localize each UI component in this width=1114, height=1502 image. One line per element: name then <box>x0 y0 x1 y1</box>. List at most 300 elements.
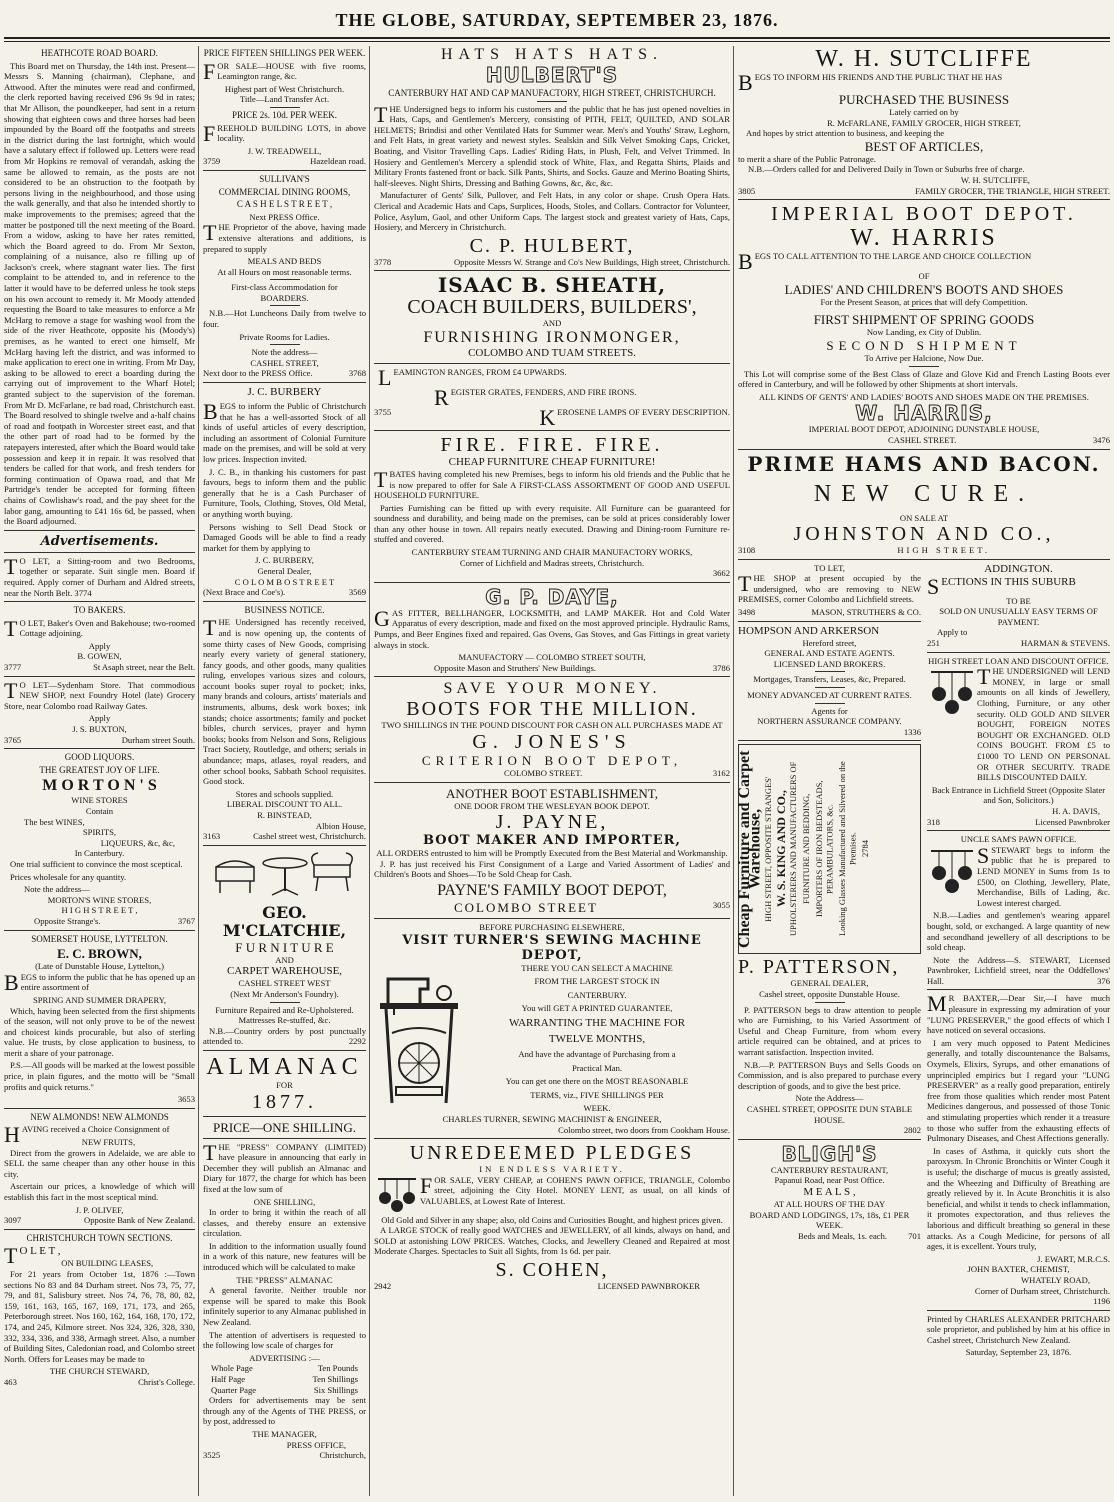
at-all-hours: At all Hours on most reasonable terms. <box>217 266 352 277</box>
price-shillings: PRICE FIFTEEN SHILLINGS PER WEEK. <box>203 48 366 58</box>
pawnbroker-balls-icon <box>927 666 977 728</box>
divider <box>374 1138 730 1139</box>
jones-footer: COLOMBO STREET. 3162 <box>504 768 730 778</box>
baxter-num: 1196 <box>1093 1296 1110 1307</box>
apply-to: Apply to <box>937 627 968 638</box>
turner-line: You can get one there on the MOST REASONABLE <box>505 1076 689 1087</box>
left-sub-column <box>738 563 921 1358</box>
title-land: Title—Land Transfer Act. <box>239 94 330 105</box>
large-stock: A LARGE STOCK of really good WATCHES and JEWELLERY, of all kinds, always on hand, and SOLD at astonishing LOW PRICES. Watches, Clocks, and Jewellery Cleaned and Repaired at most Moderate Charges. Spectacles to Suit all Sights, from 1s 6d. per pair. <box>374 1225 730 1257</box>
binstead-body: THE Undersigned has recently received, and is now opening up, the contents of some thirty cases of New Goods, comprising nearly every variety of general stationery, fancy goods, and other goods, many qualities ruling, envelopes various sizes and colours, account books super royal to pocket; inks, many brands and colours, artists' materials and instruments, albums, desk work boxes; ink stands; choice assortments; family and pocket bibles, church services, prayer and hymn books; books from Nelson and Sons, Religious Tract Society, Routledge, and others; serials in abundance; maps, atlases, royal readers, and other school books, Sabbath School requisites. Good stock. <box>203 615 366 787</box>
short-rule <box>270 344 300 345</box>
shop-body: THE SHOP at present occupied by the undersigned, who are removing to NEW PREMISES, corner Colombo and Lichfield streets. <box>738 571 921 605</box>
and: AND <box>275 954 294 965</box>
divider <box>374 363 730 364</box>
hats-title: HATS HATS HATS. <box>440 46 664 63</box>
short-rule <box>909 309 939 310</box>
order-body: In order to bring it within the reach of all classes, and thereby ensure an extensive circulation. <box>203 1207 366 1239</box>
isaac-sheath: ISAAC B. SHEATH, <box>437 273 667 298</box>
patterson-num: 2802 <box>903 1125 921 1136</box>
addition-body: In addition to the information usually found in a work of this nature, new features will be introduced which will be calculated to make <box>203 1240 366 1273</box>
leamington: LEAMINGTON RANGES, FROM £4 UPWARDS. <box>378 364 567 390</box>
private-rooms: Private Rooms for Ladies. <box>239 331 330 342</box>
g-jones: G. JONES'S <box>472 731 632 753</box>
split-section <box>738 563 1110 1358</box>
divider <box>203 1116 366 1117</box>
divider <box>4 530 195 531</box>
column-divider <box>198 46 199 1496</box>
sections-body: SECTIONS IN THIS SUBURB <box>927 573 1076 599</box>
cashel-street: C A S H E L S T R E E T , <box>236 199 333 210</box>
binstead-name: R. BINSTEAD, <box>257 810 312 820</box>
lot-body: This Lot will comprise some of the Best Class of Glaze and Glove Kid and French Lasting Boots ever offered in Canterbury, and will be followed by other Shipments at short intervals. <box>738 368 1110 390</box>
criterion: CRITERION BOOT DEPOT, <box>421 753 683 768</box>
liquors-subtitle: THE GREATEST JOY OF LIFE. <box>39 764 160 775</box>
uncle-sams: UNCLE SAM'S PAWN OFFICE. <box>960 834 1077 845</box>
highest-part: Highest part of West Christchurch. <box>224 83 345 94</box>
cohen-body: FOR SALE, VERY CHEAP, at COHEN'S PAWN OFFICE, TRIANGLE, Colombo street, adjoining the City Hotel. MONEY LENT, as usual, on all kinds of VALUABLES, at Lowest Rate of Interest. <box>420 1172 730 1206</box>
short-rule <box>270 107 300 108</box>
turner-block <box>374 963 730 1114</box>
albion-house: Albion House, <box>315 820 366 831</box>
short-rule <box>815 1002 845 1003</box>
advertisements-heading: Advertisements. <box>40 533 159 549</box>
coach-builders: COACH BUILDERS, BUILDERS', <box>407 296 697 319</box>
divider <box>374 270 730 271</box>
rate-row: Half Page Ten Shillings <box>211 1374 358 1384</box>
divider <box>4 601 195 602</box>
hulberts-sub: CANTERBURY HAT AND CAP MANUFACTORY, HIGH STREET, CHRISTCHURCH. <box>388 88 716 98</box>
liberal-discount: LIBERAL DISCOUNT TO ALL. <box>226 799 343 810</box>
church-footer: 463 Christ's College. <box>4 1376 195 1387</box>
ec-brown-num: 3653 <box>177 1094 195 1105</box>
pawnbroker-balls-icon <box>374 1175 420 1215</box>
column-1 <box>4 46 195 1496</box>
baxter-name: JOHN BAXTER, CHEMIST, <box>967 1264 1070 1275</box>
nb-country: N.B.—Country orders by post punctually attended to. 2292 <box>203 1025 366 1047</box>
almonds-body3: Ascertain our prices, a knowledge of which will establish this fact in the most sceptical mind. <box>4 1181 195 1202</box>
almonds-title: NEW ALMONDS! NEW ALMONDS <box>30 1111 169 1122</box>
cashel-street2: CASHEL STREET, <box>250 357 319 368</box>
mcfarlane: R. McFARLANE, FAMILY GROCER, HIGH STREET, <box>827 117 1021 128</box>
best-articles: BEST OF ARTICLES, <box>864 138 984 154</box>
kerosene-row: 3755 KEROSENE LAMPS OF EVERY DESCRIPTION. <box>374 404 730 430</box>
church-steward: THE CHURCH STEWARD, <box>49 1366 150 1377</box>
meals-beds: MEALS AND BEDS <box>247 256 322 267</box>
paynes-family: PAYNE'S FAMILY BOOT DEPOT, <box>437 881 667 899</box>
divider <box>203 845 366 846</box>
gp-daye: G. P. DAYE, <box>485 584 619 609</box>
prices-wholesale: Prices wholesale for any quantity. <box>10 871 127 882</box>
cohen-block <box>374 1172 730 1215</box>
ec-brown-body1: BEGS to inform the public that he has opened up an entire assortment of <box>4 969 195 995</box>
furnishing-ironmonger: FURNISHING IRONMONGER, <box>423 328 681 346</box>
bakers-title: TO BAKERS. <box>73 605 126 616</box>
divider <box>4 1108 195 1109</box>
note-stewart: Note the Address—S. STEWART, Licensed Pawnbroker, Lichfield street, near the Oddfellows' Hall. 376 <box>927 954 1110 986</box>
divider <box>374 430 730 431</box>
one-door: ONE DOOR FROM THE WESLEYAN BOOK DEPOT. <box>454 800 650 811</box>
divider <box>927 830 1110 831</box>
turner-lines <box>464 963 730 1114</box>
nb-ladies: N.B.—Ladies and gentlemen's wearing apparel bought, sold, or exchanged. A large quantity of new and secondhand jewellery of all descriptions to be sold cheap. <box>927 910 1110 953</box>
two-shillings: TWO SHILLINGS IN THE POUND DISCOUNT FOR CASH ON ALL PURCHASES MADE AT <box>381 720 723 731</box>
merit: to merit a share of the Public Patronage. <box>738 153 876 164</box>
bakers-body: T O LET, Baker's Oven and Bakehouse; two-roomed Cottage adjoining. <box>4 615 195 641</box>
colombo-tuam: COLOMBO AND TUAM STREETS. <box>468 346 636 359</box>
the-manager: THE MANAGER, <box>252 1428 317 1439</box>
divider <box>4 748 195 749</box>
divider <box>738 199 1110 200</box>
note-address: Note the address— <box>24 884 90 895</box>
all-kinds: ALL KINDS OF GENTS' AND LADIES' BOOTS AND SHOES MADE ON THE PREMISES. <box>759 391 1089 402</box>
papanui: Papanui Road, near Post Office. <box>774 1175 885 1186</box>
divider <box>927 652 1110 653</box>
furniture-illustration <box>210 849 360 901</box>
stewart-body: SSTEWART begs to inform the public that he is prepared to LEND MONEY in Sums from 1s to £500, on Clothing, Jewellery, Plate, Merchandise, Bills of Lading, &c. Lowest interest charged. <box>977 842 1110 908</box>
note-address: Note the address— <box>251 347 318 358</box>
corner-lichfield: Corner of Lichfield and Madras streets, Christchurch. <box>459 557 645 568</box>
burbery-body1: BEGS to inform the Public of Christchurch that he has a well-assorted Stock of all kinds of useful articles of every description, including an assortment of Colonial Furniture made on the premises, and will be sold at very low prices. Inspection invited. <box>203 399 366 464</box>
next-press: Next PRESS Office. <box>249 211 320 222</box>
bates-body2: Parties Furnishing can be fitted up with every requisite. All Furniture can be guaranteed for soundness and durability, and being made on the premises, can be sold at prices considerably lower than any other house in town. All repairs neatly executed. Drawing and Dining-room Furniture re-stuffed and covered. <box>374 502 730 545</box>
divider <box>4 930 195 931</box>
blighs-footer: Beds and Meals, 1s. each. 701 <box>798 1230 921 1241</box>
sydenham-apply: Apply <box>88 713 111 724</box>
all-orders: ALL ORDERS entrusted to him will be Promptly Executed from the Best Material and Workmanship. <box>376 848 728 859</box>
price-2s: PRICE 2s. 10d. PER WEEK. <box>231 109 338 120</box>
stores-schools: Stores and schools supplied. <box>235 788 334 799</box>
sydenham-footer: 3765 Durham street South. <box>4 734 195 745</box>
king-line: Looking Glasses Manufactured and Silvered on the Premises. <box>836 762 858 937</box>
now-landing: Now Landing, ex City of Dublin. <box>866 327 982 338</box>
sewing-machine-illustration <box>374 963 464 1113</box>
present-season: For the Present Season, at prices that will defy Competition. <box>820 296 1028 307</box>
harman-footer: 251 HARMAN & STEVENS. <box>927 638 1110 649</box>
king-line: 2784 <box>859 840 870 858</box>
fire-heading: FIRE. FIRE. FIRE. <box>440 433 664 456</box>
endless-variety: IN ENDLESS VARIETY. <box>479 1164 625 1175</box>
king-line: HIGH STREET, OPPOSITE STRANGES' <box>763 776 774 923</box>
addington: ADDINGTON. <box>984 562 1053 575</box>
turner-line: CANTERBURY. <box>567 989 627 1000</box>
high-street: H I G H S T R E E T , <box>61 905 138 916</box>
rate-row: Whole Page Ten Pounds <box>211 1363 358 1374</box>
burbery-body2: J. C. B., in thanking his customers for past favours, begs to inform them and the public generally that he is a Cash Purchaser of Furniture, Tools, Clothing, Stoves, Old Metal, or anything worth buying. <box>203 466 366 519</box>
sullivans: SULLIVAN'S <box>259 173 310 184</box>
divider <box>374 582 730 583</box>
short-rule <box>815 703 845 704</box>
johnston-footer: 3108 HIGH STREET. <box>738 545 990 556</box>
divider <box>738 449 1110 450</box>
turner-line: THERE YOU CAN SELECT A MACHINE <box>521 962 673 973</box>
short-rule <box>270 1002 300 1003</box>
s-cohen: S. COHEN, <box>495 1259 609 1282</box>
king-line: IMPORTERS OF IRON BEDSTEADS, PERAMBULATORS, &c. <box>813 781 835 918</box>
wine-stores: WINE STORES <box>71 795 128 806</box>
patterson-body: P. PATTERSON begs to draw attention to people who are Furnishing, to his Varied Assortment of Useful and Cheap Furniture, from whom every article required can be obtained, and at prices to warrant satisfaction. Inspection invited. <box>738 1004 921 1057</box>
mortgages: Mortgages, Transfers, Leases, &c, Prepared. <box>753 674 906 685</box>
note-the-address: Note the Address— <box>795 1093 864 1104</box>
divider <box>927 989 1110 990</box>
masthead: THE GLOBE, SATURDAY, SEPTEMBER 23, 1876. <box>335 10 779 30</box>
daye-body: GAS FITTER, BELLHANGER, LOCKSMITH, and LAMP MAKER. Hot and Cold Water Apparatus of every description, made and fixed on the most approved principle. Hydraulic Rams, Pumps, and Beer Engines fixed and repaired. Gas Ovens, Gas Stoves, and Gas Fittings in great variety always in stock. <box>374 605 730 650</box>
contain: Contain <box>85 806 114 816</box>
turner-line: WEEK. <box>583 1103 611 1114</box>
first-class: First-class Accommodation for <box>231 282 338 293</box>
divider <box>4 676 195 677</box>
payne-footer: COLOMBO STREET 3055 <box>454 899 730 915</box>
divider <box>738 1139 921 1140</box>
short-rule <box>909 366 939 367</box>
column-4 <box>738 46 1110 1496</box>
orders-body: Orders for advertisements may be sent through any of the Agents of THE PRESS, or by post, addressed to <box>203 1395 366 1427</box>
divider <box>374 782 730 783</box>
turner-line: You will GET A PRINTED GUARANTEE, <box>521 1003 673 1014</box>
divider <box>738 559 1110 560</box>
daye-footer: Opposite Mason and Struthers' New Buildings. 3786 <box>434 662 730 673</box>
nb-orders: N.B.—Orders called for and Delivered Daily in Town or Suburbs free of charge. <box>748 164 1025 175</box>
tolet-spaced: T O L E T , <box>4 1243 61 1269</box>
hulberts-body: THE Undersigned begs to inform his customers and the public that he has just opened novelties in Hats, Caps, and Gentlemen's Mercery, consisting of PITH, FELT, QUILTED, AND SOLAR HELMETS; Brindisi and other Ventilated Hats for Summer wear. Men's and Youths' Straw, Leghorn, and Felt Hats, in great variety and newest styles. Sealskin and Silk Velvet Smoking Caps, Cricket, Boating, and Visitor Travelling Caps. Ladies' Riding Hats, in Plush, Felt, and Velvet Trimmed. In Hosiery and Gentlemen's Mercery a splendid stock of White, Flax, and Regatta Shirts, Plaids and Military Fronts fastened front or back. Silk Pants, Shirts, and Socks. Gauze and Merino Boating Shirts, half-sleeves. Night Shirts, Dressing and Bathing Gowns, &c, &c, &c. <box>374 101 730 188</box>
town-sections-title: CHRISTCHURCH TOWN SECTIONS. <box>26 1232 173 1243</box>
column-2 <box>203 46 366 1496</box>
and: AND <box>542 318 562 329</box>
loan-block <box>927 666 1110 785</box>
charles-turner: CHARLES TURNER, SEWING MACHINIST & ENGINEER, <box>442 1113 662 1124</box>
right-sub-column <box>927 563 1110 1358</box>
business-notice: BUSINESS NOTICE. <box>244 604 325 615</box>
almanac-heading: ALMANAC <box>206 1053 363 1080</box>
baxter-body2: I am very much opposed to Patent Medicines generally, and totally discountenance the Balsams, Oxymels, Elixirs, Syrups, and other emanations of unprincipled empirics but I regard your "LUNG PRESERVER" as a really good preparation, entirely free from those qualities which render most Patent Medicines dangerous, and possessed of those Tonic and stimulating properties which render it a treasure to those who suffer from the exhausting effects of Pulmonary Diseases, and Chest Affections generally. <box>927 1037 1110 1144</box>
attention-body: The attention of advertisers is requested to the following low scale of charges for <box>203 1329 366 1351</box>
almonds-body1: HAVING received a Choice Consignment of <box>4 1122 170 1148</box>
treadwell: J. W. TREADWELL, <box>247 145 322 156</box>
short-rule <box>270 305 300 306</box>
divider <box>203 601 366 602</box>
turner-line: TERMS, viz., FIVE SHILLINGS PER <box>530 1089 664 1100</box>
burbery-name: J. C. BURBERY, <box>255 555 314 566</box>
divider <box>203 1138 366 1139</box>
canterbury-restaurant: CANTERBURY RESTAURANT, <box>770 1164 889 1175</box>
new-fruits: NEW FRUITS, <box>81 1137 136 1148</box>
pawnbroker-balls-icon <box>927 845 977 907</box>
sullivans-footer: Next door to the PRESS Office. 3768 <box>203 368 366 379</box>
short-rule <box>270 279 300 280</box>
rate-row: Quarter Page Six Shillings <box>211 1384 358 1395</box>
cohen-footer: 2942 LICENSED PAWNBROKER <box>374 1281 700 1292</box>
press-company-body: THE "PRESS" COMPANY (LIMITED) have pleasure in announcing that early in December they will publish an Almanac and Diary for 1877, the charge for which has been fixed at the low sum of <box>203 1139 366 1194</box>
turner-addr: Colombo street, two doors from Cookham House. <box>558 1124 730 1135</box>
old-gold: Old Gold and Silver in any shape; also, old Coins and Curiosities Bought, and highest prices given. <box>381 1214 723 1225</box>
bakers-name: B. GOWEN, <box>77 651 122 662</box>
next-anderson: (Next Mr Anderson's Foundry). <box>230 988 339 999</box>
divider <box>374 918 730 919</box>
hulberts-heading: HULBERT'S <box>485 63 619 87</box>
hereford: Hereford street, <box>802 637 857 648</box>
purchased-business: PURCHASED THE BUSINESS <box>838 92 1010 107</box>
divider <box>738 621 921 622</box>
king-line: FURNITURE AND BEDDING, <box>800 794 811 905</box>
johnston: JOHNSTON AND CO., <box>793 523 1055 546</box>
patterson: P. PATTERSON, <box>738 956 900 979</box>
to-arrive: To Arrive per Halcione, Now Due. <box>864 352 984 363</box>
in-canterbury: In Canterbury. <box>74 848 125 859</box>
commercial-dining: COMMERCIAL DINING ROOMS, <box>218 186 351 197</box>
somerset-title: SOMERSET HOUSE, LYTTELTON. <box>31 933 168 944</box>
cp-hulbert: C. P. HULBERT, <box>469 234 635 257</box>
bakers-footer: 3777 St Asaph street, near the Belt. <box>4 662 195 673</box>
press-office: PRESS OFFICE, <box>286 1439 346 1450</box>
burbery-body3: Persons wishing to Sell Dead Stock or Damaged Goods will be able to find a ready market for them by applying to <box>203 521 366 553</box>
new-cure: NEW CURE. <box>813 480 1035 507</box>
save-money: SAVE YOUR MONEY. <box>443 680 661 698</box>
spring-drapery: SPRING AND SUMMER DRAPERY, <box>32 994 167 1005</box>
manufactory: MANUFACTORY — COLOMBO STREET SOUTH, <box>458 652 646 663</box>
general-dealer: General Dealer, <box>257 565 312 576</box>
mason-footer: 3498 MASON, STRUTHERS & CO. <box>738 607 921 618</box>
cheap-furniture: CHEAP FURNITURE CHEAP FURNITURE! <box>448 455 656 468</box>
j-payne: J. PAYNE, <box>495 811 609 834</box>
printed-by: Printed by CHARLES ALEXANDER PRITCHARD sole proprietor, and published by him at his office in Cashel street, Christchurch New Zealand. <box>927 1313 1110 1345</box>
heathcote-title: HEATHCOTE ROAD BOARD. <box>41 48 158 58</box>
cashel-opposite: CASHEL STREET, OPPOSITE DUN STABLE HOUSE. <box>746 1103 913 1125</box>
prime-hams: PRIME HAMS AND BACON. <box>747 451 1101 476</box>
ladies-boots: LADIES' AND CHILDREN'S BOOTS AND SHOES <box>784 281 1064 297</box>
boots-million: BOOTS FOR THE MILLION. <box>406 698 698 721</box>
baxter-body3: In cases of Asthma, it quickly cuts short the paroxysm. In Chronic Bronchitis or Winter Cough it is useful; the discharge of mucus is greatly assisted, and the Wheezing and Difficulty of Breathing are greatly relieved by it. In Acute Bronchitis it is also beneficial, and whilst it tends to check inflammation, it promotes expectoration, and thus relieves the laborious and difficult breathing so general in these attacks. As a Cough Medicine, for persons of all ages, it is excellent. Yours truly, <box>927 1145 1110 1252</box>
mortons-wine: MORTON'S WINE STORES, <box>47 894 152 905</box>
ec-brown-body2: Which, having been selected from the first shipments of the season, will not only prove to be of the newest and choicest kinds procurable, but also of sterling value. He trusts, by close application to business, to merit a share of your patronage. <box>4 1005 195 1058</box>
rates-list <box>203 1363 366 1395</box>
divider <box>374 676 730 677</box>
register-grates: REGISTER GRATES, FENDERS, AND FIRE IRONS. <box>434 384 637 410</box>
column-divider <box>733 46 734 1496</box>
manager-footer: 3525 Christchurch, <box>203 1450 366 1461</box>
cashel-street-west: CASHEL STREET WEST <box>238 978 331 989</box>
at-all-hours: AT ALL HOURS OF THE DAY <box>773 1198 886 1209</box>
advertising: ADVERTISING :— <box>249 1352 320 1363</box>
imperial-adjoining: IMPERIAL BOOT DEPOT, ADJOINING DUNSTABLE HOUSE, <box>808 424 1040 435</box>
bates-body: TBATES having completed his new Premises, begs to inform his old friends and the Public that he is now prepared to offer for Sale A FIRST-CLASS ASSORTMENT OF GOOD AND USEFUL HOUSEHOLD FURNITURE. <box>374 466 730 501</box>
printed-date: Saturday, September 23, 1876. <box>965 1347 1072 1358</box>
almanac-for: FOR <box>276 1079 293 1090</box>
hopes: And hopes by strict attention to business, and keeping the <box>746 128 945 139</box>
boot-maker: BOOT MAKER AND IMPORTER, <box>423 833 681 849</box>
divider <box>203 1050 366 1051</box>
furniture-repaired: Furniture Repaired and Re-Upholstered. <box>215 1004 354 1015</box>
sutcliffe-name: W. H. SUTCLIFFE, <box>960 174 1030 185</box>
the-press-almanac: THE "PRESS" ALMANAC <box>236 1274 333 1285</box>
burbery-footer: (Next Brace and Coe's). 3569 <box>203 587 366 598</box>
king-line: W. S. KING AND CO., <box>773 790 788 908</box>
olivef-footer: 3097 Opposite Bank of New Zealand. <box>4 1215 195 1226</box>
nb-hot: N.B.—Hot Luncheons Daily from twelve to four. <box>203 308 366 330</box>
money-advanced: MONEY ADVANCED AT CURRENT RATES. <box>747 690 912 701</box>
licensed-land: LICENSED LAND BROKERS. <box>773 658 886 669</box>
corner-durham: Corner of Durham street, Christchurch. <box>974 1285 1110 1296</box>
thompson-parkerson: HOMPSON AND ARKERSON <box>738 624 880 637</box>
divider <box>738 740 921 741</box>
second-shipment: SECOND SHIPMENT <box>826 337 1022 353</box>
furniture: F U R N I T U R E <box>235 939 334 955</box>
turner-line: FROM THE LARGEST STOCK IN <box>534 976 660 987</box>
divider <box>927 1310 1110 1311</box>
column-3 <box>374 46 730 1496</box>
divider <box>203 170 366 171</box>
olivef-name: J. P. OLIVEF, <box>75 1204 124 1215</box>
on-sale-at: ON SALE AT <box>899 512 949 523</box>
divider <box>4 552 195 553</box>
burbery-title: J. C. BURBERY <box>247 386 322 399</box>
price-one-shilling: PRICE—ONE SHILLING. <box>213 1119 356 1135</box>
loan-body: THE UNDERSIGNED will LEND MONEY, in large or small amounts on all kinds of Jewellery, Clothing, Furniture, or any other security. OLD GOLD AND SILVER BOUGHT, FOREIGN NOTES BOUGHT OR EXCHANGED. OLD COINS BOUGHT. FROM £5 to £1000 TO LEND ON PERSONAL OR OTHER SECURITY. TRADE BILLS DISCOUNTED DAILY. <box>977 664 1110 783</box>
general-favorite: A general favorite. Neither trouble nor expense will be spared to make this Book infinitely superior to any Almanac published in New Zealand. <box>203 1285 366 1328</box>
before-purchasing: BEFORE PURCHASING ELSEWHERE, <box>479 921 625 932</box>
to-be: TO BE <box>1006 595 1031 606</box>
one-trial: One trial sufficient to convince the most sceptical. <box>10 858 183 869</box>
imperial-boot: IMPERIAL BOOT DEPOT. <box>771 203 1077 226</box>
patterson-nb: N.B.—P. PATTERSON Buys and Sells Goods on Commission, and is also prepared to purchase every description of goods, and to give the best price. <box>738 1059 921 1091</box>
blighs: BLIGH'S <box>781 1141 878 1166</box>
baxter-body: M R BAXTER,—Dear Sir,—I have much pleasure in expressing my admiration of your "LUNG PRESERVER," the good effects of which I have noticed on several occasions. <box>927 991 1110 1036</box>
high-street-loan: HIGH STREET LOAN AND DISCOUNT OFFICE. <box>928 655 1109 666</box>
colombo-street: C O L O M B O S T R E E T <box>234 576 335 587</box>
sydenham-body: T O LET—Sydenham Store. That commodious NEW SHOP, next Foundry Hotel (late) Grocery Store, near Colombo road Railway Gates. <box>4 677 195 711</box>
building-leases: ON BUILDING LEASES, <box>61 1258 154 1269</box>
leases-body: For 21 years from October 1st, 1876 :—Town sections No 83 and 84 Durham street. Nos 73, 75, 77, 79, and 81, Salisbury street. Nos 74, 76, 78, 80, 82, 159, 161, 163, 165, 167, 169, 171, 173, and 265, Peterborough street. Nos 160, 162, 164, 168, 170, 172, 174, and 245, Kilmore street. Nos 324, 326, 328, 330, 332, 334, 336, and 338, Armagh street. Also, a number of Building Sites, Caledonian road, and Colombo street North. Offers for Leases may be made to <box>4 1268 195 1364</box>
mattresses: Mattresses Re-stuffed, &c. <box>238 1015 331 1026</box>
binstead-footer: 3163 Cashel street west, Christchurch. <box>203 831 366 842</box>
sold-easy: SOLD ON UNUSUALLY EASY TERMS OF PAYMENT. <box>939 606 1098 627</box>
spirits: SPIRITS, <box>82 827 117 838</box>
whately: WHATELY ROAD, <box>1021 1274 1090 1285</box>
short-rule <box>815 687 845 688</box>
sutcliffe-body1: BEGS TO INFORM HIS FRIENDS AND THE PUBLIC THAT HE HAS <box>738 70 1003 95</box>
liqueurs: LIQUEURS, &c, &c, <box>100 837 175 848</box>
w-harris2: W. HARRIS, <box>855 401 993 426</box>
visit-turner: VISIT TURNER'S SEWING MACHINE DEPOT, <box>402 932 702 963</box>
payne-body: J. P. has just received his First Consignment of a Large and Varied Assortment of Ladies' and Children's Boots and Shoes—To be Sold Cheap for Cash. <box>374 858 730 880</box>
mortons-footer: Opposite Strange's. 3767 <box>34 915 195 926</box>
bates-num: 3662 <box>712 568 730 579</box>
bakers-apply: Apply <box>88 640 111 651</box>
heathcote-body: This Board met on Thursday, the 14th inst. Present—Messrs S. Manning (chairman), Clephane, and Attwood. After the minutes were read and confirmed, the clerk reported having received £96 9s 9d in rates; that Mr Allison, the poundkeeper, had sent in a return showing that eighteen cows and three horses had been impounded by the Board off the footpaths and streets in the district during the last fortnight, which would have a salutary effect if followed up. Letters were read from Mr Hopkins re removal of verandah, asking the same be allowed to remain, as the posts are not considered to be an obstruction to the footpath by persons living in the neighbourhood, and those using the walk generally, and that also he intended shortly to make improvements to the premises; agreed that the matter be postponed till the next meeting of the Board. From a widow, asking to have her rates remitted, which the Board agreed to do. From Mr Sexton, complaining of a nuisance, also re filling up of Jackson's creek, where stagnant water lies. The first complaint to be attended to, and in reference to the latter it would have to be deferred unless he took steps on his own account to remedy it. Mr Moody attended requesting the Board to take measures to enforce a Mr McHarg to remove a stage for washing wool from the side of the river Heathcote, opposite his (Moody's) premises, as he wanted to erect one himself, Mr McHarg having left the district, and was informed to make application to erect one in writing. From Mr Day, asking to be allowed to erect a boarding during the carrying out of improvement to the Wharf Hotel; granted subject to the supervision of the foreman. From Mr D. McFarlane, re bad road, Christchurch east. The Board resolved to shingle twelve and a-half chains of road and footpath in Worcester street east, and that the other part of road had to be formed by the ratepayers interested, after which the Board would take possession and keep it in repair. It was resolved that tenders be called for that work, and fresh tenders for forming continuation of Opawa road, and that Mr Partridge's tender be accepted for forming fifteen chains of Cowlishaw's road, and the pay sheet for the labor gang, amounting to £41 16s 6d, be passed, when the Board adjourned. <box>4 60 195 527</box>
davis-name: H. A. DAVIS, <box>1052 805 1100 816</box>
to-let: TO LET, <box>814 562 845 573</box>
davis-footer: 318 Licensed Pawnbroker <box>927 816 1110 827</box>
another-boot: ANOTHER BOOT ESTABLISHMENT, <box>446 785 658 801</box>
king-line: Cheap Furniture and Carpet Warehouse, <box>736 750 764 949</box>
patterson-addr: Cashel street, opposite Dunstable House. <box>759 989 900 999</box>
sutcliffe-heading: W. H. SUTCLIFFE <box>815 46 1033 72</box>
one-shilling: ONE SHILLING, <box>253 1196 316 1207</box>
ewart: J. EWART, M.R.C.S. <box>1037 1253 1110 1264</box>
treadwell-footer: 3759 Hazeldean road. <box>203 156 366 167</box>
forsale-body: FOR SALE—HOUSE with five rooms, Leamington range, &c. <box>203 58 366 84</box>
lately: Lately carried on by <box>889 107 959 117</box>
of: OF <box>918 271 930 282</box>
first-shipment: FIRST SHIPMENT OF SPRING GOODS <box>813 312 1035 328</box>
general-estate: GENERAL AND ESTATE AGENTS. <box>764 648 895 659</box>
unredeemed-pledges: UNREDEEMED PLEDGES <box>409 1142 695 1165</box>
harris-body1: BEGS TO CALL ATTENTION TO THE LARGE AND CHOICE COLLECTION <box>738 249 1032 275</box>
turner-line: TWELVE MONTHS, <box>548 1032 646 1045</box>
carpet-warehouse: CARPET WAREHOUSE, <box>226 965 343 978</box>
canterbury-steam: CANTERBURY STEAM TURNING AND CHAIR MANUFACTORY WORKS, <box>411 547 693 558</box>
general-dealer: GENERAL DEALER, <box>790 978 869 989</box>
meals: M E A L S , <box>803 1185 856 1198</box>
